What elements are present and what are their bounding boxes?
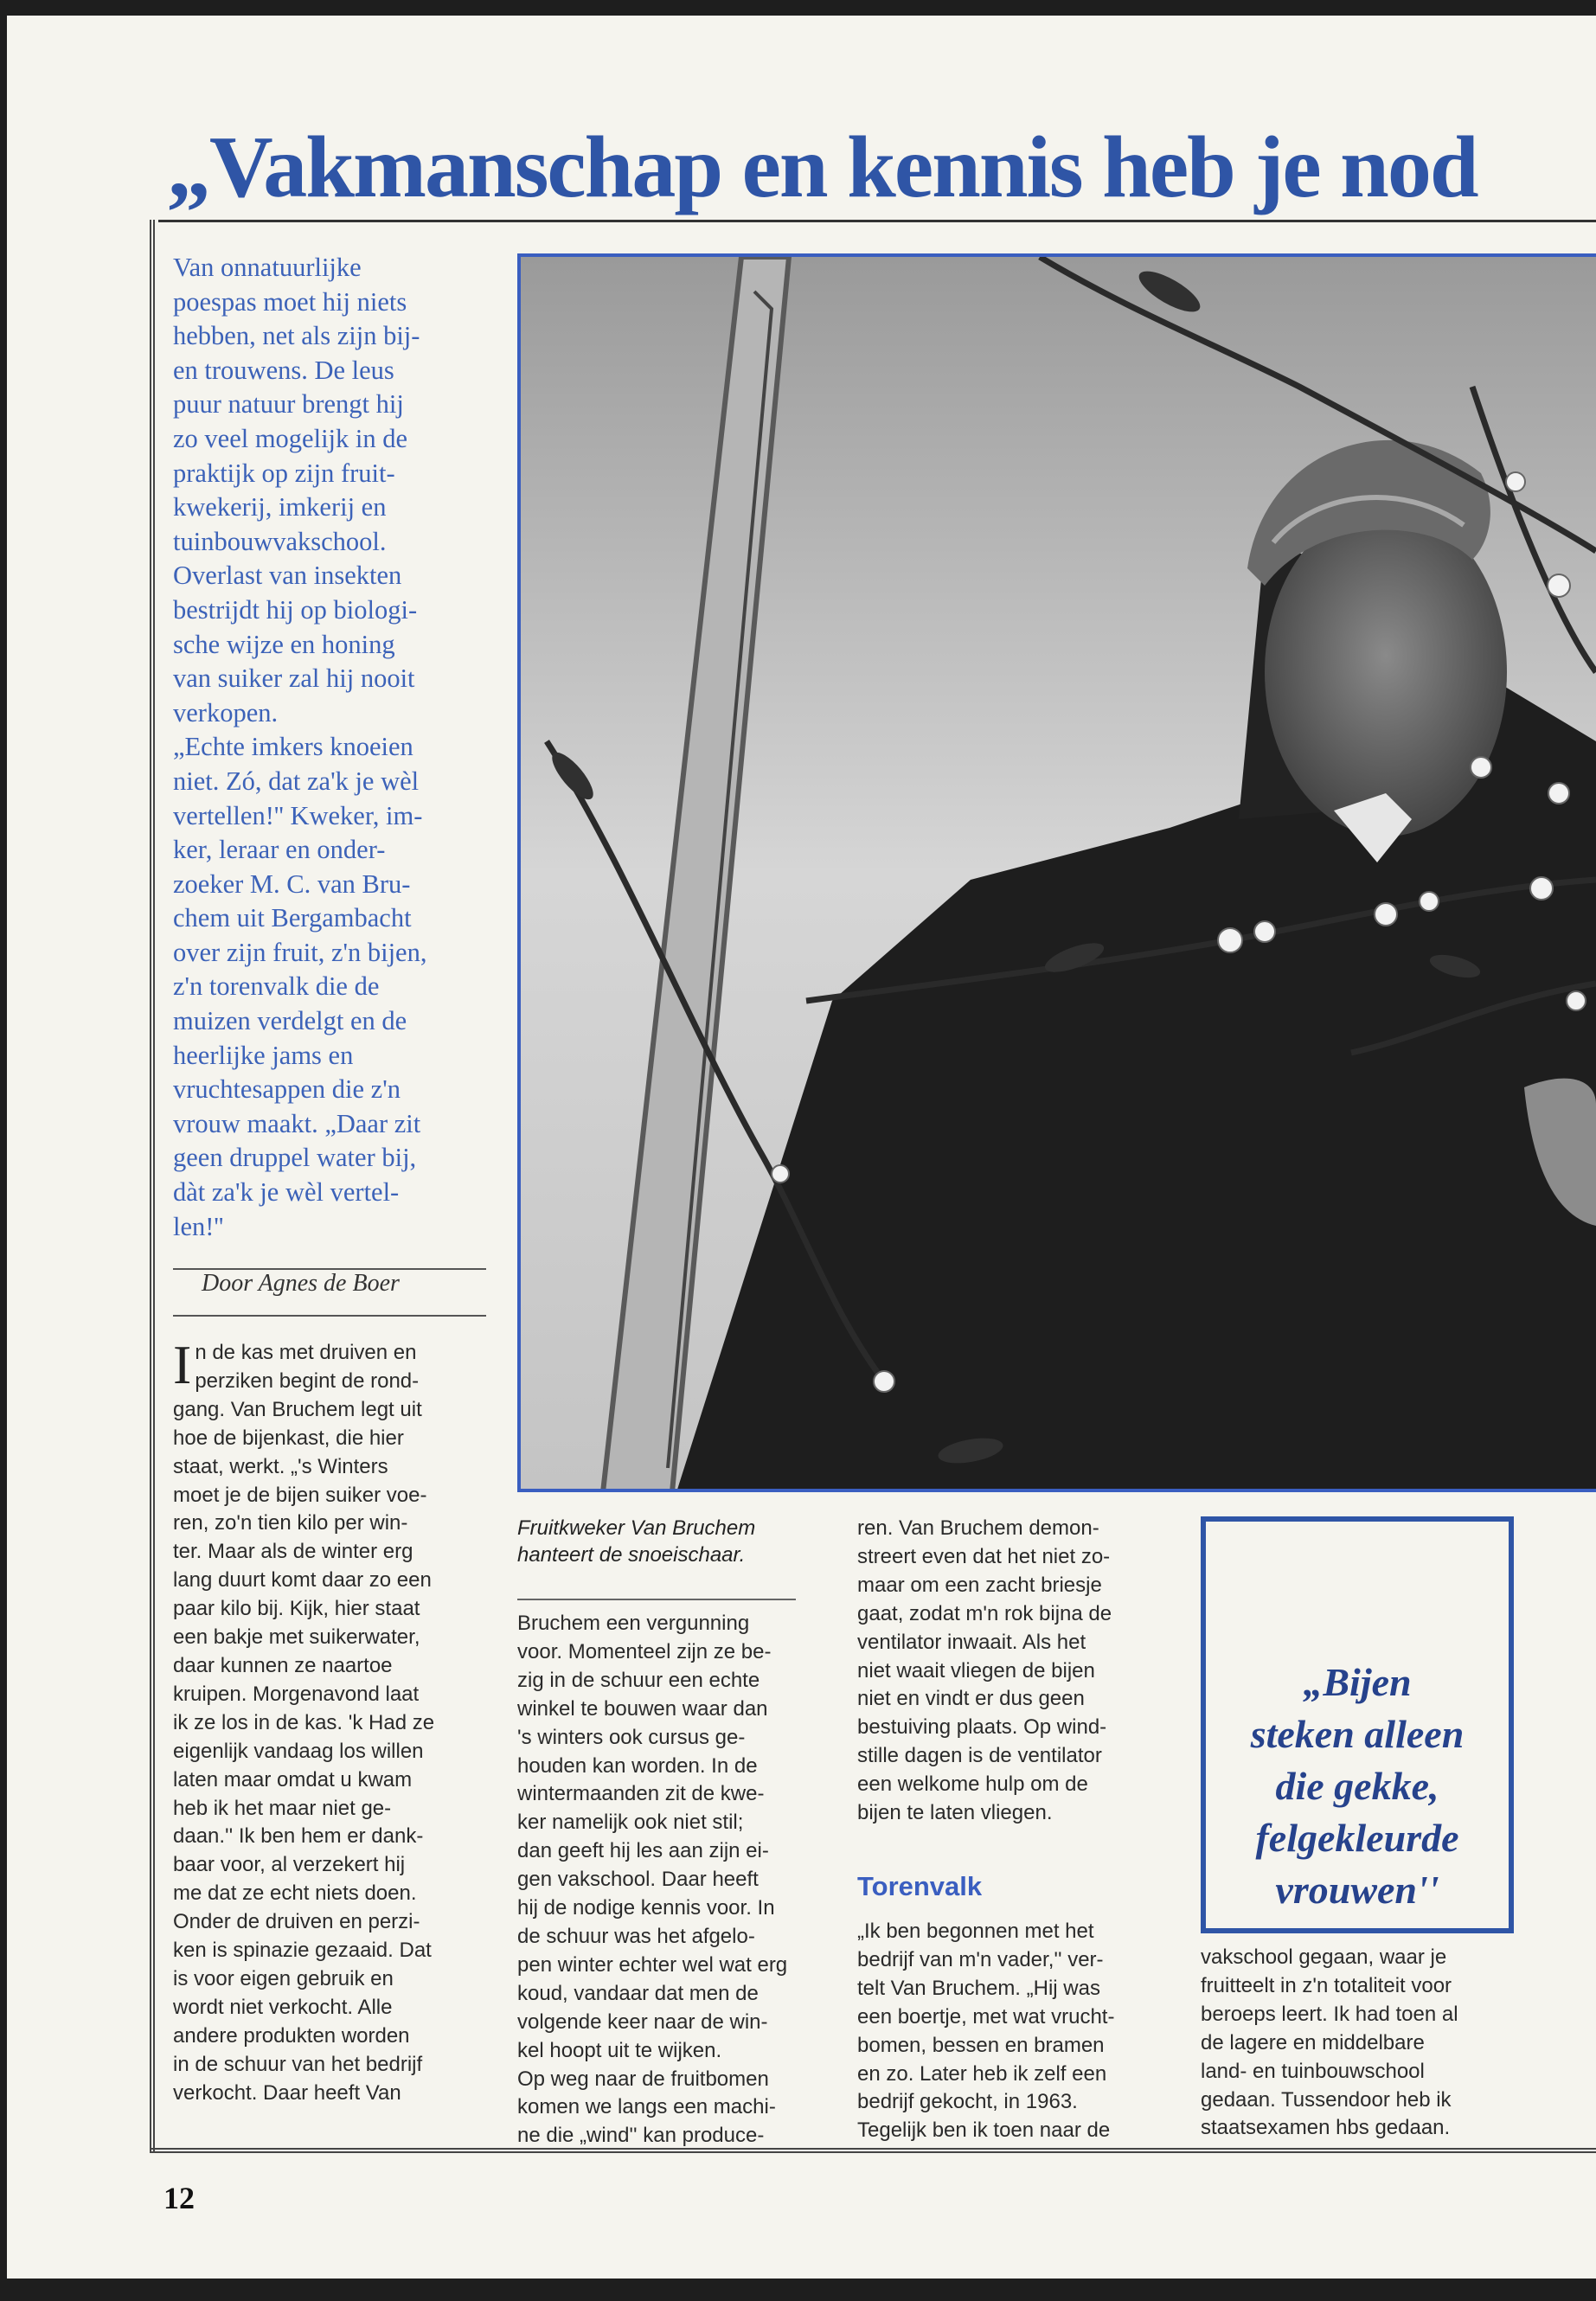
text-line: pen winter echter wel wat erg xyxy=(517,1952,788,1977)
text-line: ik ze los in de kas. 'k Had ze xyxy=(173,1710,435,1734)
text-line: staat, werkt. „'s Winters xyxy=(173,1454,388,1478)
text-line: hij de nodige kennis voor. In xyxy=(517,1896,775,1920)
text-line: andere produkten worden xyxy=(173,2023,410,2048)
text-line: telt Van Bruchem. „Hij was xyxy=(857,1976,1100,2000)
text-line: paar kilo bij. Kijk, hier staat xyxy=(173,1597,420,1621)
text-line: winkel te bouwen waar dan xyxy=(517,1696,768,1721)
text-line: „Bijen xyxy=(1303,1660,1412,1704)
text-line: niet. Zó, dat za'k je wèl xyxy=(173,766,420,796)
text-line: verkopen. xyxy=(173,697,279,727)
text-line: verkocht. Daar heeft Van xyxy=(173,2080,401,2105)
text-line: kwekerij, imkerij en xyxy=(173,492,387,522)
text-line: wordt niet verkocht. Alle xyxy=(173,1995,393,2019)
text-line: ker namelijk ook niet stil; xyxy=(517,1811,744,1835)
text-line: ren. Van Bruchem demon- xyxy=(857,1516,1099,1540)
text-line: bestrijdt hij op biologi- xyxy=(173,594,418,625)
body-column-3a xyxy=(857,1515,1177,1828)
text-line: moet je de bijen suiker voe- xyxy=(173,1483,427,1507)
text-line: ken is spinazie gezaaid. Dat xyxy=(173,1939,432,1963)
text-line: kel hoopt uit te wijken. xyxy=(517,2038,722,2062)
text-line: en zo. Later heb ik zelf een xyxy=(857,2061,1107,2086)
text-line: baar voor, al verzekert hij xyxy=(173,1853,406,1877)
text-line: beroeps leert. Ik had toen al xyxy=(1201,2002,1458,2026)
text-line: een boertje, met wat vrucht- xyxy=(857,2004,1115,2029)
text-line: houden kan worden. In de xyxy=(517,1753,758,1778)
text-line: de schuur was het afgelo- xyxy=(517,1924,755,1948)
text-line: gedaan. Tussendoor heb ik xyxy=(1201,2087,1452,2112)
byline: Door Agnes de Boer xyxy=(202,1270,400,1297)
body-column-4 xyxy=(1201,1944,1547,2143)
text-line: bestuiving plaats. Op wind- xyxy=(857,1715,1107,1740)
text-line: sche wijze en honing xyxy=(173,629,395,659)
text-line: gen vakschool. Daar heeft xyxy=(517,1868,759,1892)
text-line: zig in de schuur een echte xyxy=(517,1668,760,1692)
title-rule xyxy=(158,220,1596,222)
text-line: geen druppel water bij, xyxy=(173,1143,417,1173)
intro-text xyxy=(173,251,493,1244)
text-line: land- en tuinbouwschool xyxy=(1201,2059,1425,2083)
text-line: ne die „wind'' kan produce- xyxy=(517,2124,765,2148)
text-line: vrouwen'' xyxy=(1275,1868,1439,1912)
byline-rule-bottom xyxy=(173,1315,486,1317)
text-line: staatsexamen hbs gedaan. xyxy=(1201,2116,1451,2140)
text-line: de lagere en middelbare xyxy=(1201,2030,1425,2054)
body-column-3b xyxy=(857,1918,1177,2145)
text-line: in de schuur van het bedrijf xyxy=(173,2052,423,2076)
magazine-page xyxy=(7,16,1596,2279)
text-line: kruipen. Morgenavond laat xyxy=(173,1682,420,1706)
text-line: puur natuur brengt hij xyxy=(173,389,404,420)
subheading-torenvalk: Torenvalk xyxy=(857,1871,983,1901)
text-line: praktijk op zijn fruit- xyxy=(173,458,395,488)
text-line: ker, leraar en onder- xyxy=(173,835,386,865)
text-line: steken alleen xyxy=(1250,1712,1465,1756)
text-line: daar kunnen ze naartoe xyxy=(173,1653,393,1677)
text-line: niet en vindt er dus geen xyxy=(857,1687,1085,1711)
text-line: niet waait vliegen de bijen xyxy=(857,1658,1095,1682)
text-line: muizen verdelgt en de xyxy=(173,1006,407,1036)
text-line: Fruitkweker Van Bruchem xyxy=(517,1516,756,1540)
text-line: n de kas met druiven en xyxy=(195,1341,417,1364)
text-line: ventilator inwaait. Als het xyxy=(857,1630,1086,1654)
bottom-border-rule xyxy=(150,2148,1596,2153)
text-line: volgende keer naar de win- xyxy=(517,2009,768,2034)
text-line: zoeker M. C. van Bru- xyxy=(173,868,411,899)
text-line: gaat, zodat m'n rok bijna de xyxy=(857,1601,1112,1625)
text-line: bedrijf van m'n vader,'' ver- xyxy=(857,1947,1104,1971)
text-line: eigenlijk vandaag los willen xyxy=(173,1739,424,1763)
text-line: „Ik ben begonnen met het xyxy=(857,1920,1094,1943)
text-line: me dat ze echt niets doen. xyxy=(173,1881,417,1906)
text-line: tuinbouwvakschool. xyxy=(173,526,387,556)
text-line: van suiker zal hij nooit xyxy=(173,663,415,694)
text-line: heb ik het maar niet ge- xyxy=(173,1796,392,1820)
text-line: vruchtesappen die z'n xyxy=(173,1074,401,1105)
text-line: hanteert de snoeischaar. xyxy=(517,1543,746,1567)
text-line: Op weg naar de fruitbomen xyxy=(517,2067,769,2091)
text-line: Van onnatuurlijke xyxy=(173,253,362,282)
text-line: vertellen!'' Kweker, im- xyxy=(173,800,423,830)
text-line: is voor eigen gebruik en xyxy=(173,1966,394,1990)
text-line: gang. Van Bruchem legt uit xyxy=(173,1397,422,1421)
text-line: dàt za'k je wèl vertel- xyxy=(173,1177,400,1208)
text-line: bomen, bessen en bramen xyxy=(857,2033,1105,2057)
pull-quote-box xyxy=(1201,1516,1514,1933)
text-line: die gekke, xyxy=(1275,1764,1439,1808)
photo-beekeeper xyxy=(517,253,1596,1492)
text-line: streert even dat het niet zo- xyxy=(857,1544,1111,1568)
text-line: felgekleurde xyxy=(1255,1816,1459,1860)
photo-caption xyxy=(517,1515,816,1568)
text-line: bedrijf gekocht, in 1963. xyxy=(857,2090,1078,2114)
page-number: 12 xyxy=(163,2181,195,2215)
body-column-2 xyxy=(517,1610,829,2150)
caption-rule xyxy=(517,1599,796,1600)
text-line: bijen te laten vliegen. xyxy=(857,1801,1053,1825)
body-column-1-text xyxy=(173,1334,489,2107)
text-line: een welkome hulp om de xyxy=(857,1772,1088,1797)
text-line: heerlijke jams en xyxy=(173,1040,354,1070)
text-line: len!'' xyxy=(173,1211,224,1241)
text-line: maar om een zacht briesje xyxy=(857,1573,1102,1597)
text-line: ren, zo'n tien kilo per win- xyxy=(173,1511,408,1535)
text-line: perziken begint de rond- xyxy=(195,1368,420,1393)
text-line: vakschool gegaan, waar je xyxy=(1201,1945,1447,1969)
body-column-1 xyxy=(173,1334,489,2107)
text-line: 's winters ook cursus ge- xyxy=(517,1725,746,1749)
left-border-rule xyxy=(150,220,155,2153)
text-line: lang duurt komt daar zo een xyxy=(173,1568,432,1593)
text-line: over zijn fruit, z'n bijen, xyxy=(173,937,427,967)
text-line: fruitteelt in z'n totaliteit voor xyxy=(1201,1973,1452,1997)
text-line: wintermaanden zit de kwe- xyxy=(517,1782,765,1806)
photo-image xyxy=(521,257,1596,1492)
text-line: een bakje met suikerwater, xyxy=(173,1625,420,1650)
text-line: Tegelijk ben ik toen naar de xyxy=(857,2118,1111,2143)
text-line: Bruchem een vergunning xyxy=(517,1612,750,1635)
text-line: „Echte imkers knoeien xyxy=(173,732,413,762)
drop-cap: I xyxy=(173,1334,192,1395)
text-line: hebben, net als zijn bij- xyxy=(173,321,420,351)
text-line: stille dagen is de ventilator xyxy=(857,1744,1102,1768)
text-line: z'n torenvalk die de xyxy=(173,971,380,1002)
text-line: Overlast van insekten xyxy=(173,561,402,591)
text-line: daan.'' Ik ben hem er dank- xyxy=(173,1824,424,1849)
text-line: en trouwens. De leus xyxy=(173,355,394,385)
text-line: ter. Maar als de winter erg xyxy=(173,1540,413,1564)
headline: „Vakmanschap en kennis heb je nod xyxy=(167,119,1477,216)
text-line: zo veel mogelijk in de xyxy=(173,423,408,453)
text-line: voor. Momenteel zijn ze be- xyxy=(517,1639,772,1663)
text-line: laten maar omdat u kwam xyxy=(173,1767,413,1791)
text-line: chem uit Bergambacht xyxy=(173,903,412,933)
text-line: koud, vandaar dat men de xyxy=(517,1981,759,2005)
text-line: komen we langs een machi- xyxy=(517,2095,776,2119)
pull-quote xyxy=(1210,1657,1504,1916)
text-line: poespas moet hij niets xyxy=(173,286,407,317)
text-line: Onder de druiven en perzi- xyxy=(173,1910,420,1934)
text-line: dan geeft hij les aan zijn ei- xyxy=(517,1839,769,1863)
text-line: vrouw maakt. „Daar zit xyxy=(173,1108,421,1138)
text-line: hoe de bijenkast, die hier xyxy=(173,1426,404,1450)
